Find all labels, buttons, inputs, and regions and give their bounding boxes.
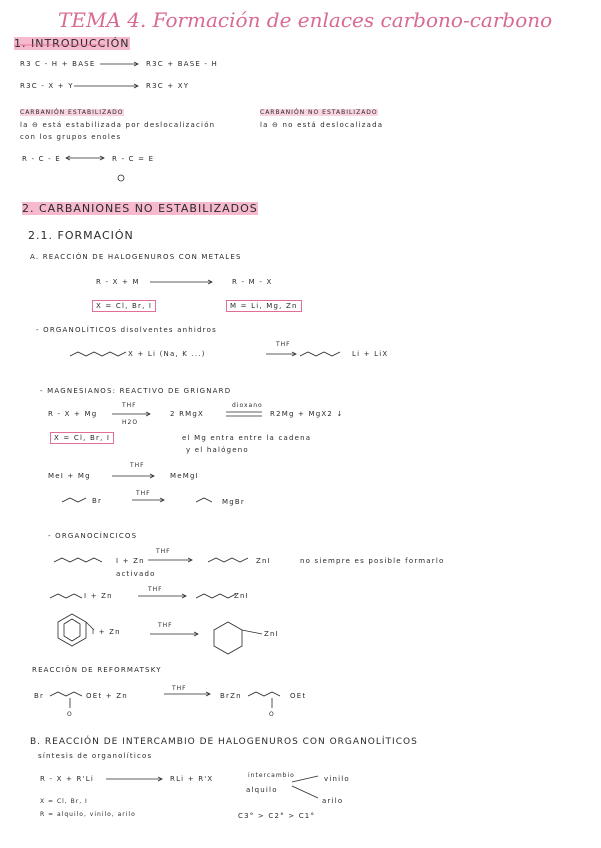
zn3-product: ZnI bbox=[264, 630, 279, 638]
mei-eq-rhs: MeMgI bbox=[170, 472, 199, 480]
organolithium-heading: - ORGANOLÍTICOS disolventes anhidros bbox=[36, 326, 217, 334]
b-halogens: X = Cl, Br, I bbox=[40, 798, 88, 805]
svg-text:O: O bbox=[67, 711, 72, 718]
page-title: TEMA 4. Formación de enlaces carbono-carbono bbox=[58, 8, 553, 32]
mg-note-2: y el halógeno bbox=[186, 446, 249, 454]
thf-label-6: THF bbox=[148, 586, 163, 593]
b-exchange-1: intercambio bbox=[248, 772, 295, 779]
zn1-eq-lhs: I + Zn bbox=[116, 557, 145, 565]
section-1-heading: 1. INTRODUCCIÓN bbox=[14, 37, 130, 50]
grignard-eq-lhs: R - X + Mg bbox=[48, 410, 98, 418]
metal-box: M = Li, Mg, Zn bbox=[226, 300, 302, 312]
b-aryl: arilo bbox=[322, 797, 344, 805]
eq1-rhs: R3C + BASE - H bbox=[146, 60, 219, 68]
reformatsky-heading: REACCIÓN DE REFORMATSKY bbox=[32, 666, 162, 674]
resonance-left: R - C - E bbox=[22, 155, 61, 163]
a-eq-lhs: R - X + M bbox=[96, 278, 140, 286]
vinyl-grignard: MgBr bbox=[222, 498, 245, 506]
zn2-eq-lhs: I + Zn bbox=[84, 592, 113, 600]
b-order: C3° > C2° > C1° bbox=[238, 812, 316, 820]
thf-label-3: THF bbox=[130, 462, 145, 469]
thf-label-4: THF bbox=[136, 490, 151, 497]
reformatsky-br: Br bbox=[34, 692, 45, 700]
b-eq-rhs: RLi + R'X bbox=[170, 775, 214, 783]
organolithium-eq: X + Li (Na, K ...) bbox=[128, 350, 206, 358]
b-eq-lhs: R - X + R'Li bbox=[40, 775, 94, 783]
organolithium-product: Li + LiX bbox=[352, 350, 389, 358]
halogen-box-2: X = Cl, Br, I bbox=[50, 432, 114, 444]
zn1-comment: no siempre es posible formarlo bbox=[300, 557, 445, 565]
eq2-rhs: R3C + XY bbox=[146, 82, 190, 90]
thf-label-2: THF bbox=[122, 402, 137, 409]
nonstabilized-line-1: la ⊖ no está deslocalizada bbox=[260, 121, 384, 129]
section-2-heading: 2. CARBANIONES NO ESTABILIZADOS bbox=[22, 202, 258, 215]
eq2-lhs: R3C - X + Y bbox=[20, 82, 74, 90]
stabilized-title: CARBANIÓN ESTABILIZADO bbox=[20, 109, 124, 116]
reformatsky-brzn: BrZn bbox=[220, 692, 242, 700]
a-eq-rhs: R - M - X bbox=[232, 278, 273, 286]
b-vinyl: vinilo bbox=[324, 775, 350, 783]
stabilized-line-2: con los grupos enoles bbox=[20, 133, 122, 141]
halogen-box: X = Cl, Br, I bbox=[92, 300, 156, 312]
b-exchange-2: alquilo bbox=[246, 786, 278, 794]
subsection-b-subtitle: síntesis de organolíticos bbox=[38, 752, 153, 760]
zn1-activated: activado bbox=[116, 570, 156, 578]
zn1-product: ZnI bbox=[256, 557, 271, 565]
mei-eq-lhs: MeI + Mg bbox=[48, 472, 91, 480]
grignard-heading: - MAGNESIANOS: REACTIVO DE GRIGNARD bbox=[40, 387, 232, 395]
organozinc-heading: - ORGANOCÍNCICOS bbox=[48, 532, 138, 540]
thf-label-7: THF bbox=[158, 622, 173, 629]
reformatsky-lhs: OEt + Zn bbox=[86, 692, 128, 700]
vinyl-bromide-br: Br bbox=[92, 497, 103, 505]
thf-label-5: THF bbox=[156, 548, 171, 555]
zn3-eq-lhs: I + Zn bbox=[92, 628, 121, 636]
subsection-a-title: A. REACCIÓN DE HALOGENUROS CON METALES bbox=[30, 253, 242, 261]
thf-label-1: THF bbox=[276, 341, 291, 348]
section-2-1-heading: 2.1. FORMACIÓN bbox=[28, 229, 134, 242]
eq1-lhs: R3 C - H + BASE bbox=[20, 60, 96, 68]
grignard-eq-rhs: R2Mg + MgX2 ↓ bbox=[270, 410, 344, 418]
stabilized-line-1: la ⊖ está estabilizada por deslocalización bbox=[20, 121, 216, 129]
b-r-groups: R = alquilo, vinilo, arilo bbox=[40, 811, 136, 818]
nonstabilized-title: CARBANIÓN NO ESTABILIZADO bbox=[260, 109, 378, 116]
grignard-eq-mid: 2 RMgX bbox=[170, 410, 205, 418]
thf-label-8: THF bbox=[172, 685, 187, 692]
h2o-label: H2O bbox=[122, 419, 139, 426]
svg-text:O: O bbox=[269, 711, 274, 718]
subsection-b-title: B. REACCIÓN DE INTERCAMBIO DE HALOGENUROS CON ORGANOLÍTICOS bbox=[30, 737, 418, 747]
zn2-product: ZnI bbox=[234, 592, 249, 600]
resonance-right: R - C = E bbox=[112, 155, 155, 163]
mg-note-1: el Mg entra entre la cadena bbox=[182, 434, 312, 442]
dioxane-label: dioxano bbox=[232, 402, 263, 409]
reformatsky-oet: OEt bbox=[290, 692, 307, 700]
